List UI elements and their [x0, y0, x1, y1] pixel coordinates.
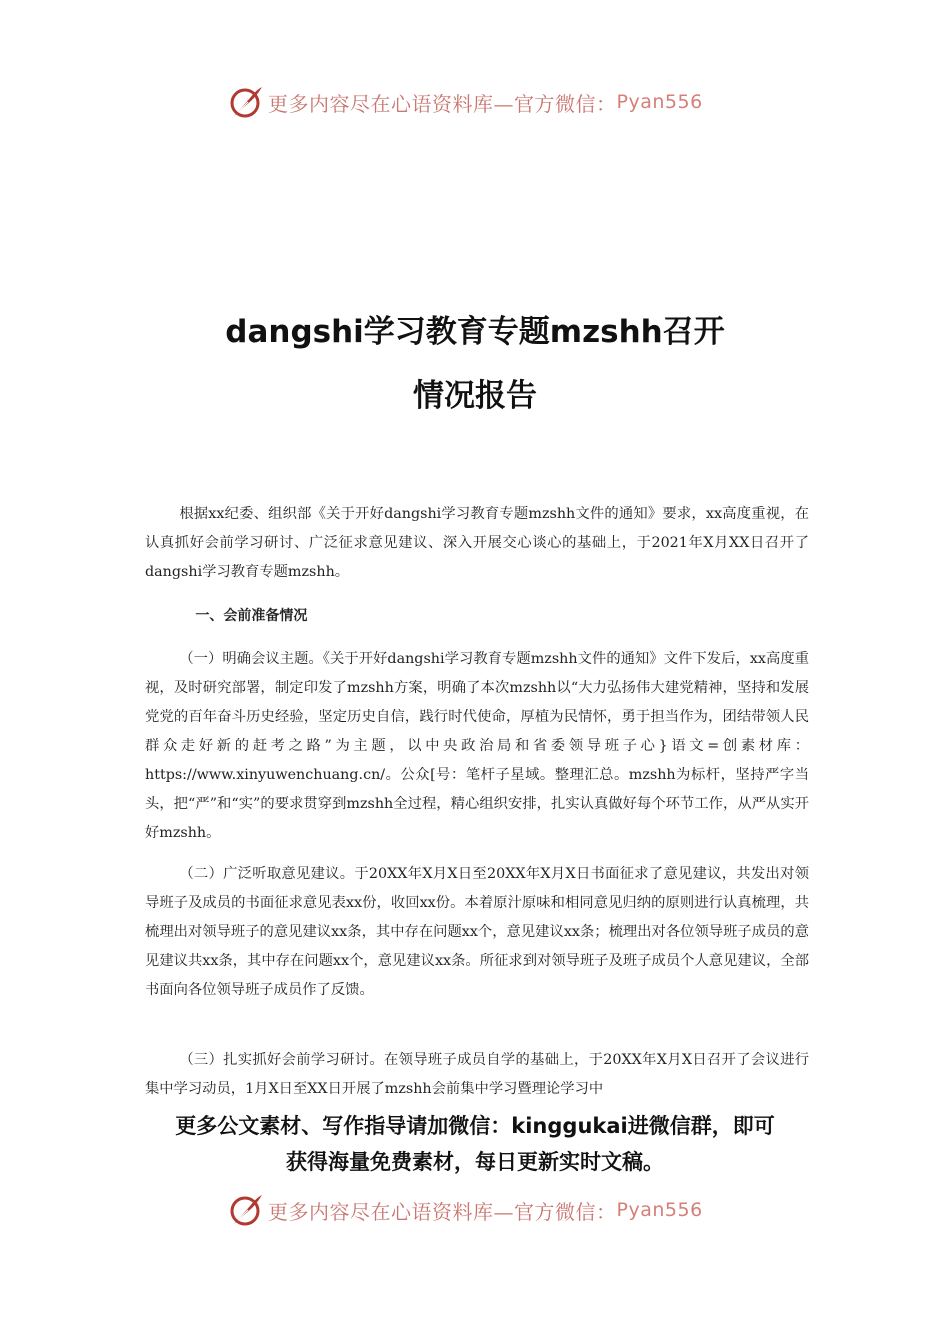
footer-banner-id: Pyan556: [616, 1199, 703, 1221]
footer-banner-text: 更多内容尽在心语资料库—官方微信：: [268, 1199, 617, 1224]
promo-line2: 获得海量免费素材，每日更新实时文稿。: [286, 1150, 664, 1174]
item1-paragraph: [145, 645, 809, 848]
item3-text: （三）扎实抓好会前学习研讨。在领导班子成员自学的基础上，于20XX年X月X日召开了会议进行集中学习动员，1月X日至XX日开展了mzshh会前集中学习暨理论学习中: [145, 1052, 809, 1097]
item2-text: （二）广泛听取意见建议。于20XX年X月X日至20XX年X月X日书面征求了意见建议，共发出对领导班子及成员的书面征求意见表xx份，收回xx份。本着原汁原味和相同意见归纳的原则进行认真梳理，共梳理出对领导班子的意见建议xx条，其中存在问题xx个，意见建议xx条；梳理出对各位领导班子成员的意见建议共xx条，其中存在问题xx个，意见建议xx条。所征求到对领导班子及班子成员个人意见建议，全部书面向各位领导班子成员作了反馈。: [145, 866, 809, 998]
quill-logo-icon: [228, 1192, 264, 1228]
document-title-line1: dangshi学习教育专题mzshh召开: [225, 314, 725, 350]
item3-paragraph: [145, 1046, 809, 1104]
section-heading-block: [145, 602, 809, 631]
item1-text: （一）明确会议主题。《关于开好dangshi学习教育专题mzshh文件的通知》文件下发后，xx高度重视，及时研究部署，制定印发了mzshh方案，明确了本次mzshh以“大力弘扬伟大建党精神，坚持和发展党党的百年奋斗历史经验，坚定历史自信，践行时代使命，厚植为民情怀，勇于担当作为，团结带领人民群众走好新的赶考之路”为主题，以中央政治局和省委领导班子心}语文=创素材库：https://www.xinyuwenchuang.cn/。公众[号：笔杆子星域。整理汇总。mzshh为标杆，坚持严字当头，把“严”和“实”的要求贯穿到mzshh全过程，精心组织安排，扎实认真做好每个环节工作，从严从实开好mzshh。: [145, 651, 809, 841]
intro-paragraph: [145, 500, 809, 587]
item2-paragraph: [145, 860, 809, 1005]
document-title-line2: 情况报告: [413, 378, 537, 414]
footer-banner: [228, 1190, 703, 1230]
quill-logo-icon: [228, 84, 264, 120]
promo-line1: 更多公文素材、写作指导请加微信：kinggukai进微信群，即可: [175, 1114, 775, 1138]
intro-text: 根据xx纪委、组织部《关于开好dangshi学习教育专题mzshh文件的通知》要求，xx高度重视，在认真抓好会前学习研讨、广泛征求意见建议、深入开展交心谈心的基础上，于2021年X月XX日召开了dangshi学习教育专题mzshh。: [145, 506, 809, 580]
header-banner-id: Pyan556: [616, 91, 703, 113]
section1-heading: 一、会前准备情况: [195, 608, 308, 624]
header-banner: [228, 82, 703, 122]
header-banner-text: 更多内容尽在心语资料库—官方微信：: [268, 91, 617, 116]
